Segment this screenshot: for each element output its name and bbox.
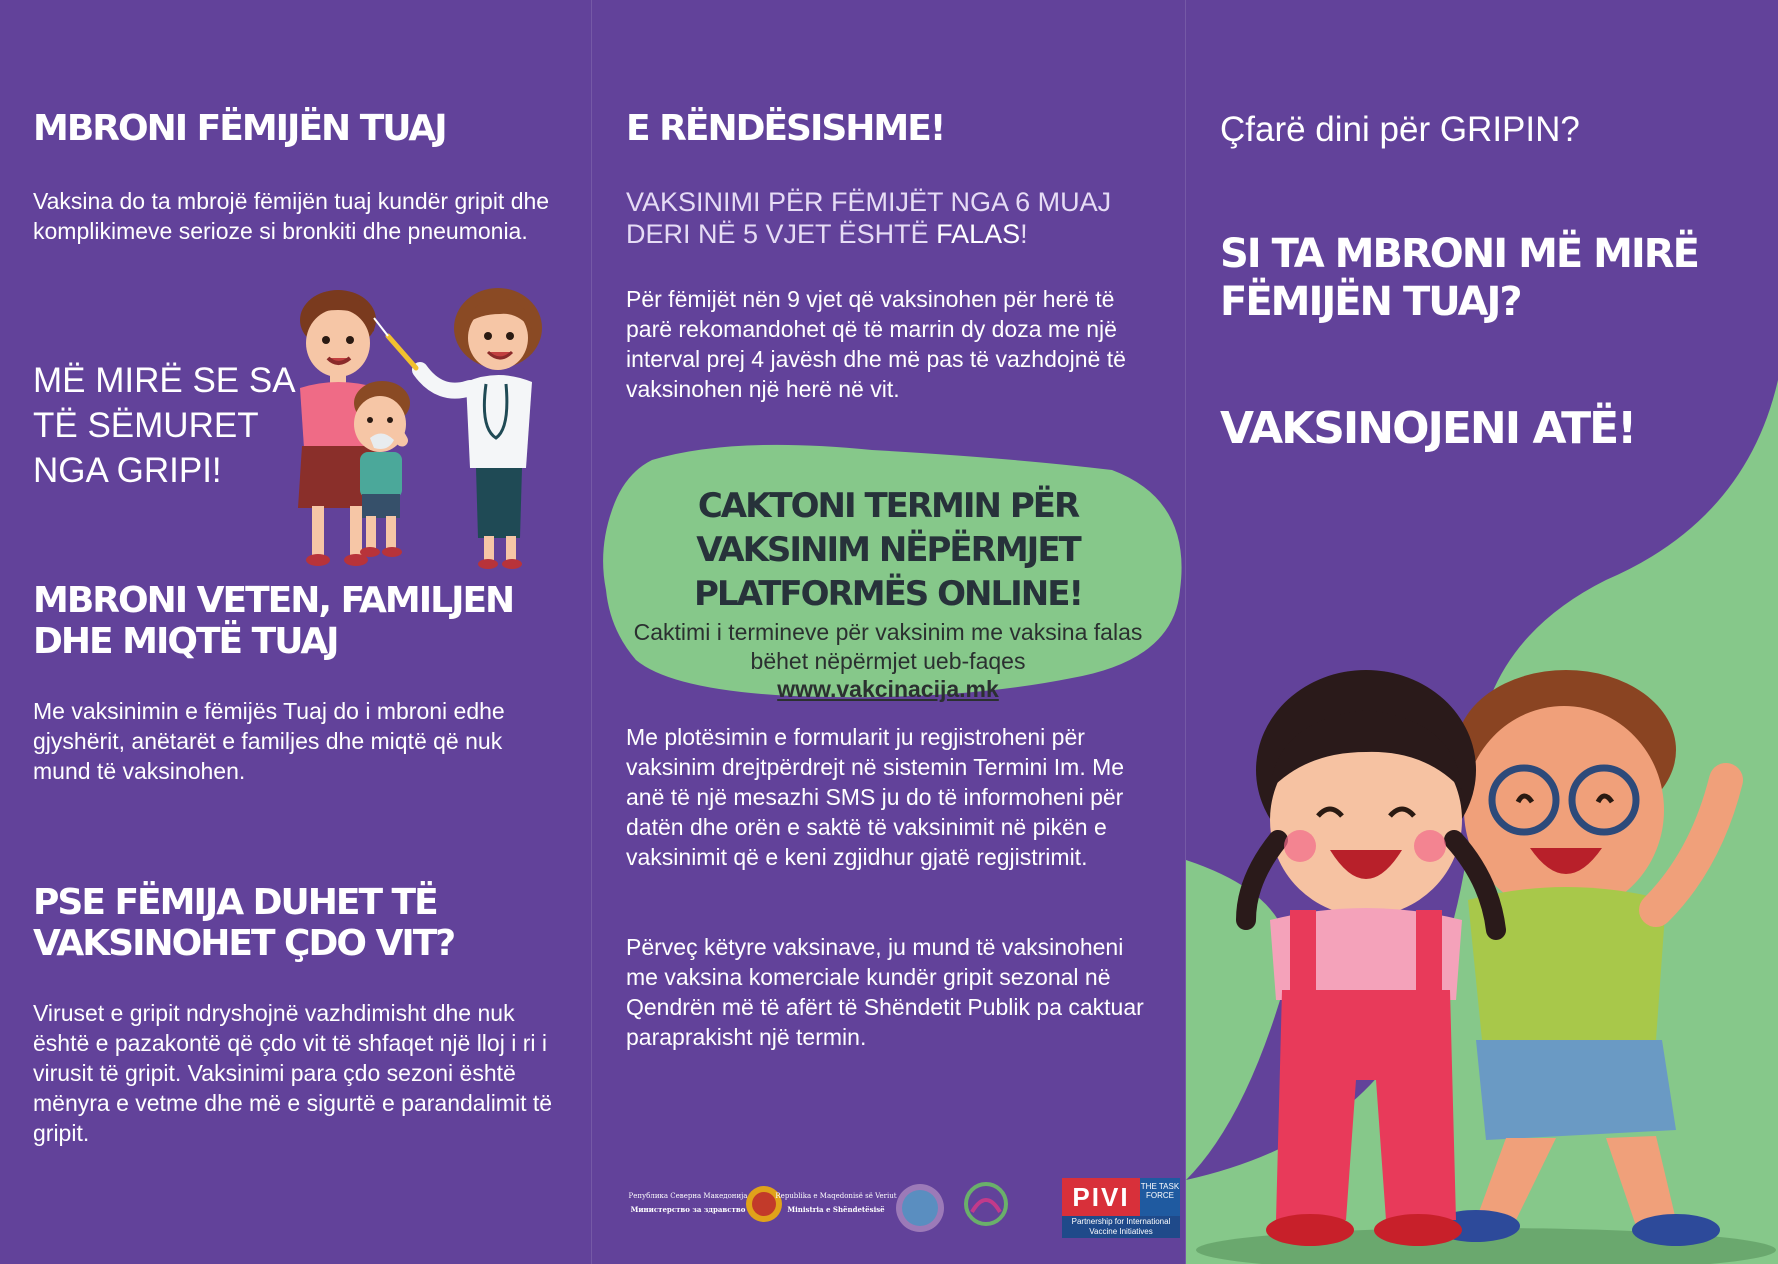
better-than-sick-slogan: MË MIRË SE SA TË SËMURET NGA GRIPI! bbox=[33, 361, 294, 490]
booking-callout bbox=[622, 484, 1154, 703]
free-vaccination-note bbox=[626, 186, 1126, 250]
mother-child-doctor-illustration bbox=[270, 288, 570, 588]
protect-child-text: Vaksina do ta mbrojë fëmijën tuaj kundër gripit dhe komplikimeve serioze si bronkiti dhe pneumonia. bbox=[33, 188, 550, 244]
ministry-al-text: Ministria e Shëndetësisë bbox=[787, 1205, 885, 1214]
free-note-bold: FALAS bbox=[936, 219, 1021, 249]
middle-panel bbox=[592, 0, 1184, 1264]
free-note-prefix: VAKSINIMI PËR FËMIJËT NGA 6 MUAJ DERI NË 5 VJET ËSHTË bbox=[626, 187, 1112, 249]
pivi-tagline: Partnership for International Vaccine Initiatives bbox=[1062, 1216, 1180, 1238]
commercial-vaccines-text: Përveç këtyre vaksinave, ju mund të vaksinoheni me vaksina komerciale kundër gripit sezonal në Qendrën më të afërt të Shëndetit Publik pa caktuar paraprakisht një termin. bbox=[626, 934, 1144, 1050]
protect-family-text: Me vaksinimin e fëmijës Tuaj do i mbroni edhe gjyshërit, anëtarët e familjes dhe miqtë që nuk mund të vaksinohen. bbox=[33, 698, 505, 784]
ministry-mk-text: Министерство за здравство bbox=[630, 1205, 746, 1214]
registration-text: Me plotësimin e formularit ju regjistroheni për vaksinim drejtpërdrejt në sistemin Termini Im. Me anë të një mesazhi SMS ju do të informoheni për datën dhe orën e saktë të vaksinimit në pikën e vaksinimit që e keni zgjidhur gjatë regjistrimit. bbox=[626, 724, 1125, 870]
protect-family-heading: MBRONI VETEN, FAMILJEN DHE MIQTË TUAJ bbox=[33, 580, 514, 663]
vaccinate-heading: VAKSINOJENI ATË! bbox=[1220, 403, 1636, 454]
happy-children-illustration bbox=[1206, 660, 1766, 1250]
protect-child-heading: MBRONI FËMIJËN TUAJ bbox=[33, 108, 446, 149]
free-note-suffix: ! bbox=[1020, 219, 1028, 249]
two-doses-text: Për fëmijët nën 9 vjet që vaksinohen për herë të parë rekomandohet që të marrin dy doza me një interval prej 4 javësh dhe më pas të vazhdojnë të vaksinohen një herë në vit. bbox=[626, 286, 1126, 402]
why-yearly-text: Viruset e gripit ndryshojnë vazhdimisht dhe nuk është e pazakontë që çdo vit të shfaqet një lloj i ri i virusit të gripit. Vaksinimi para çdo sezoni është mënyra e vetme dhe më e sigurtë e parandalimit të gripit. bbox=[33, 1000, 553, 1146]
ministry-mk-small-text: Република Северна Македонија bbox=[628, 1192, 748, 1200]
why-yearly-heading: PSE FËMIJA DUHET TË VAKSINOHET ÇDO VIT? bbox=[33, 882, 455, 965]
booking-callout-text: Caktimi i termineve për vaksinim me vaksina falas bëhet nëpërmjet ueb-faqes bbox=[633, 619, 1143, 674]
pivi-wordmark: PIVI bbox=[1062, 1178, 1140, 1216]
left-panel bbox=[0, 0, 590, 1264]
vakcinacija-link[interactable]: www.vakcinacija.mk bbox=[777, 676, 999, 702]
boy-figure bbox=[1432, 670, 1726, 1246]
task-force-badge: THE TASK FORCE bbox=[1140, 1178, 1180, 1216]
girl-figure bbox=[1246, 670, 1496, 1246]
institute-logo-icon bbox=[966, 1184, 1006, 1224]
how-protect-heading: SI TA MBRONI MË MIRË FËMIJËN TUAJ? bbox=[1220, 231, 1698, 325]
ministry-al-small-text: Republika e Maqedonisë së Veriut bbox=[775, 1192, 897, 1200]
pivi-logo bbox=[1062, 1178, 1180, 1236]
important-heading: E RËNDËSISHME! bbox=[626, 108, 945, 149]
booking-callout-title: CAKTONI TERMIN PËR VAKSINIM NËPËRMJET PLATFORMËS ONLINE! bbox=[693, 486, 1082, 614]
what-know-flu-title: Çfarë dini për GRIPIN? bbox=[1220, 110, 1580, 149]
partner-logos bbox=[622, 1178, 1180, 1238]
sick-child-figure bbox=[354, 381, 410, 557]
cover-panel bbox=[1186, 0, 1778, 1264]
